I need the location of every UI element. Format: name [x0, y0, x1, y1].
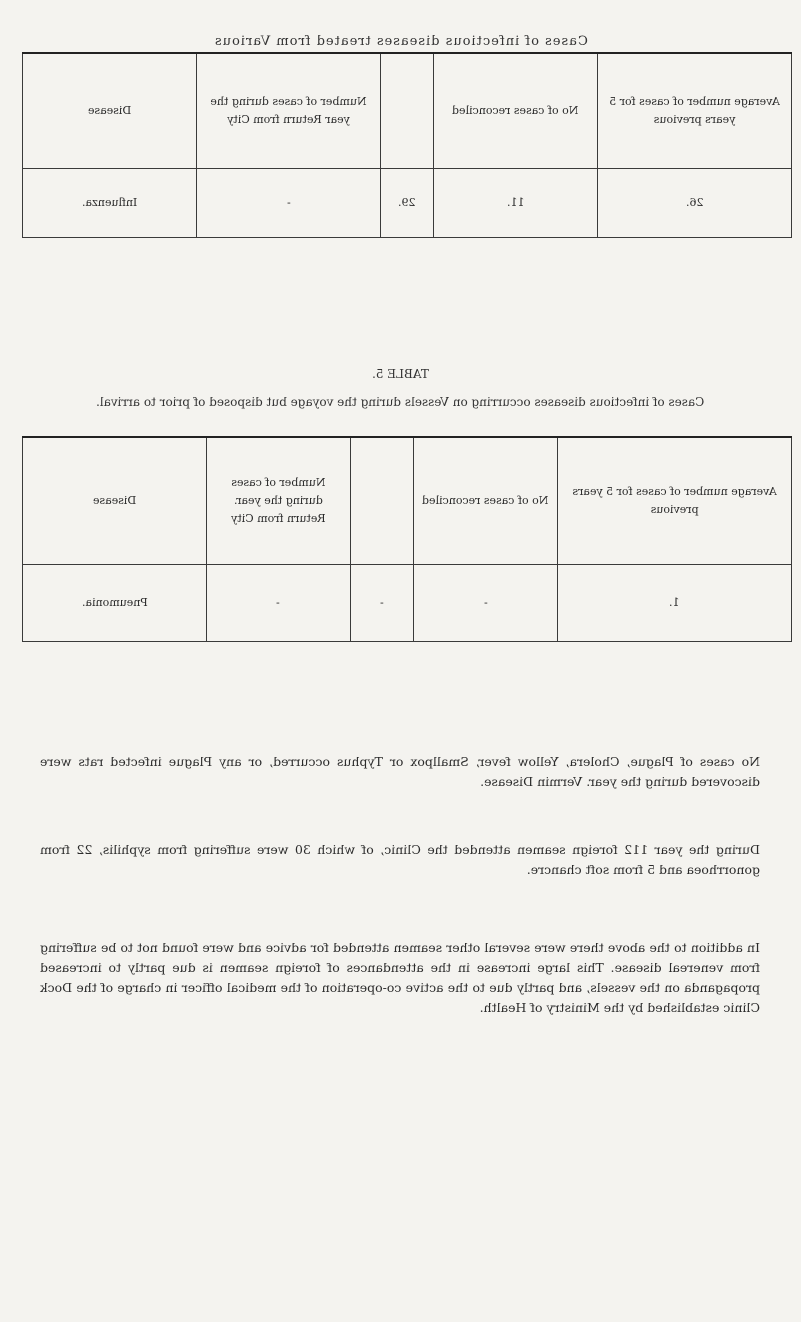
infectious-diseases-table-2 [22, 436, 792, 642]
table-caption-description: Cases of infectious diseases occurring on Vessels during the voyage but disposed of prior to arrival. [96, 395, 705, 409]
table-caption-number: TABLE 5. [372, 367, 429, 381]
cell-value-1: 29. [380, 169, 433, 238]
header-reconciled-2: No of cases reconciled [414, 437, 558, 565]
cell-value-2d: 1. [557, 565, 791, 642]
header-disease-2: Disease [23, 437, 207, 565]
cell-disease-2: Pneumonia. [23, 565, 207, 642]
page-heading-text: Cases of infectious diseases treated from Various [213, 34, 588, 49]
header-average: Average number of cases for 5 years previous [597, 53, 791, 169]
paragraph-1: No cases of Plague, Cholera, Yellow fever, Smallpox or Typhus occurred, or any Plague infected rats were discovered during the year. Vermin Disease. [40, 754, 760, 789]
header-disease: Disease [23, 53, 197, 169]
infectious-diseases-table-1 [22, 52, 792, 238]
cell-dash: - [196, 169, 380, 238]
header-number-of-cases: Number of cases during the year Return from City [196, 53, 380, 169]
cell-dash-2c: - [414, 565, 558, 642]
cell-dash-2b: - [350, 565, 413, 642]
header-reconciled: No of cases reconciled [434, 53, 598, 169]
page-heading [0, 34, 801, 49]
paragraph-2: During the year 112 foreign seamen attended the Clinic, of which 30 were suffering from syphilis, 22 from gonorrhoea and 5 from soft chancre. [40, 842, 760, 877]
header-blank [380, 53, 433, 169]
cell-disease: Influenza. [23, 169, 197, 238]
cell-dash-2a: - [206, 565, 350, 642]
cell-value-3: 26. [597, 169, 791, 238]
paragraph-3: In addition to the above there were several other seamen attended for advice and were found not to be suffering from venereal disease. This large increase in the attendances of foreign seamen is due partly to increased propaganda on the vessels, and partly due to the active co-operation of the medical officer in charge of the Dock Clinic established by the Ministry of Health. [40, 940, 760, 1015]
header-blank-2 [350, 437, 413, 565]
header-average-2: Average number of cases for 5 years previous [557, 437, 791, 565]
header-number-of-cases-2: Number of cases during the year. Return from City [206, 437, 350, 565]
cell-value-2: 11. [434, 169, 598, 238]
